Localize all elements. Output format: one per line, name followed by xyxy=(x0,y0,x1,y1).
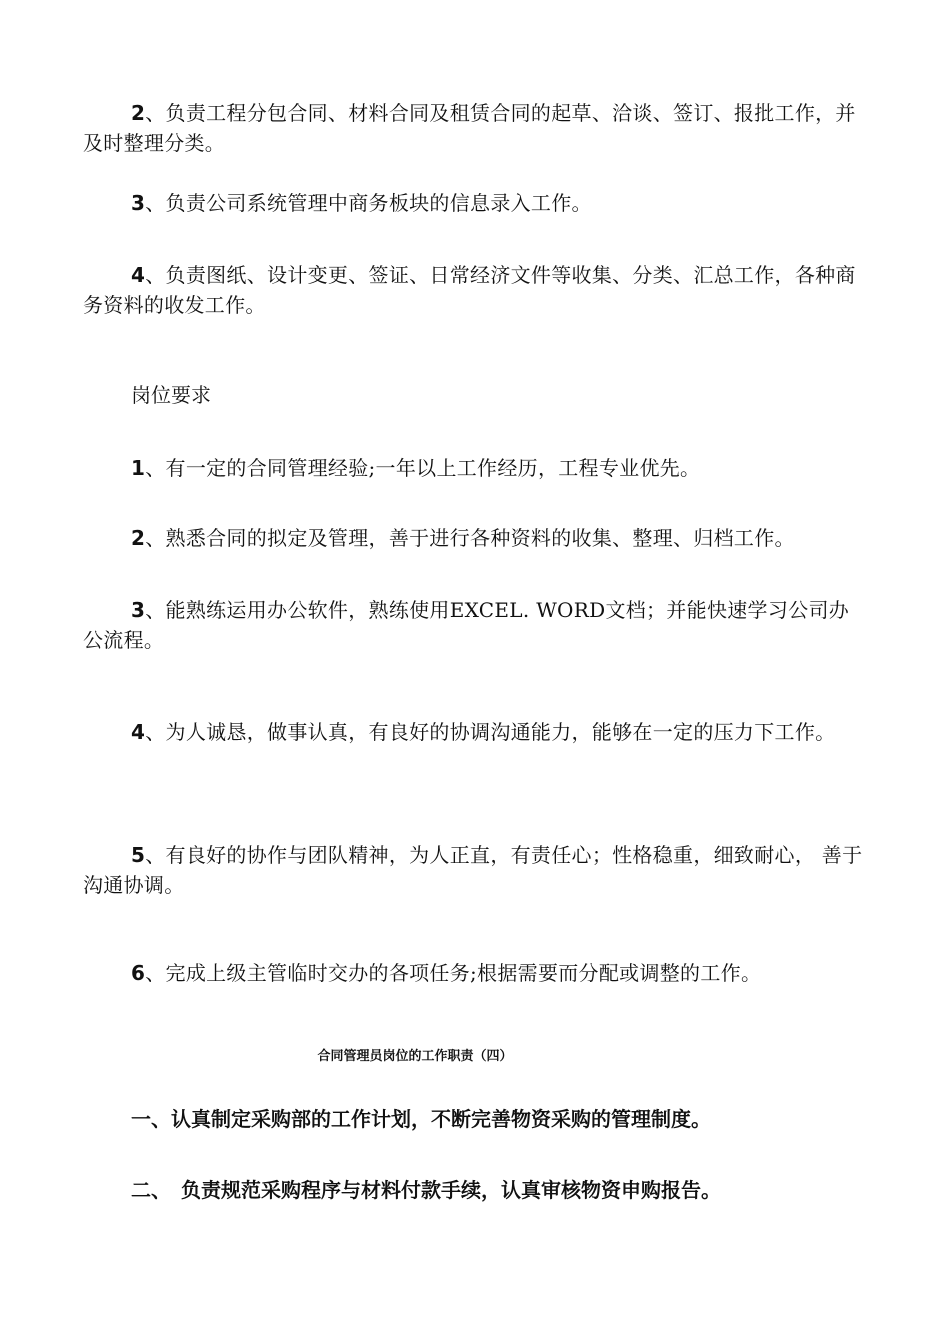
requirement-item-3 xyxy=(83,595,873,655)
requirement-item-1 xyxy=(83,453,873,483)
duty-number: 2 xyxy=(131,101,146,125)
requirement-text: 、完成上级主管临时交办的各项任务;根据需要而分配或调整的工作。 xyxy=(145,961,762,985)
requirement-item-5 xyxy=(83,840,873,900)
requirement-number: 5 xyxy=(131,843,146,867)
duty-number: 4 xyxy=(131,263,146,287)
requirement-number: 1 xyxy=(131,456,146,480)
requirement-number: 4 xyxy=(131,720,146,744)
requirement-text: 、为人诚恳，做事认真，有良好的协调沟通能力，能够在一定的压力下工作。 xyxy=(145,720,836,744)
requirements-heading: 岗位要求 xyxy=(131,383,211,407)
duty-text: 、负责公司系统管理中商务板块的信息录入工作。 xyxy=(145,191,592,215)
duty-item-4 xyxy=(83,260,873,320)
requirement-text: 、有一定的合同管理经验;一年以上工作经历，工程专业优先。 xyxy=(145,456,701,480)
requirement-number: 2 xyxy=(131,526,146,550)
duty-item-3 xyxy=(83,188,873,218)
requirement-number: 6 xyxy=(131,961,146,985)
duty-number: 3 xyxy=(131,191,146,215)
requirement-item-4 xyxy=(83,717,873,747)
duty-text: 、负责图纸、设计变更、签证、日常经济文件等收集、分类、汇总工作，各种商务资料的收发工作。 xyxy=(83,263,856,317)
section-item-2: 二、 负责规范采购程序与材料付款手续，认真审核物资申购报告。 xyxy=(131,1178,721,1202)
requirement-item-6 xyxy=(83,958,873,988)
section-title: 合同管理员岗位的工作职责（四） xyxy=(317,1049,513,1064)
requirement-number: 3 xyxy=(131,598,146,622)
section-item-1: 一、认真制定采购部的工作计划，不断完善物资采购的管理制度。 xyxy=(131,1107,711,1131)
duty-text: 、负责工程分包合同、材料合同及租赁合同的起草、洽谈、签订、报批工作，并及时整理分类。 xyxy=(83,101,856,155)
requirement-text: 、有良好的协作与团队精神，为人正直，有责任心；性格稳重，细致耐心， 善于沟通协调。 xyxy=(83,843,863,897)
duty-item-2 xyxy=(83,98,873,158)
requirement-text: 、能熟练运用办公软件，熟练使用EXCEL. WORD文档；并能快速学习公司办 公流程。 xyxy=(83,598,850,652)
requirement-text: 、熟悉合同的拟定及管理，善于进行各种资料的收集、整理、归档工作。 xyxy=(145,526,795,550)
requirement-item-2 xyxy=(83,523,873,553)
